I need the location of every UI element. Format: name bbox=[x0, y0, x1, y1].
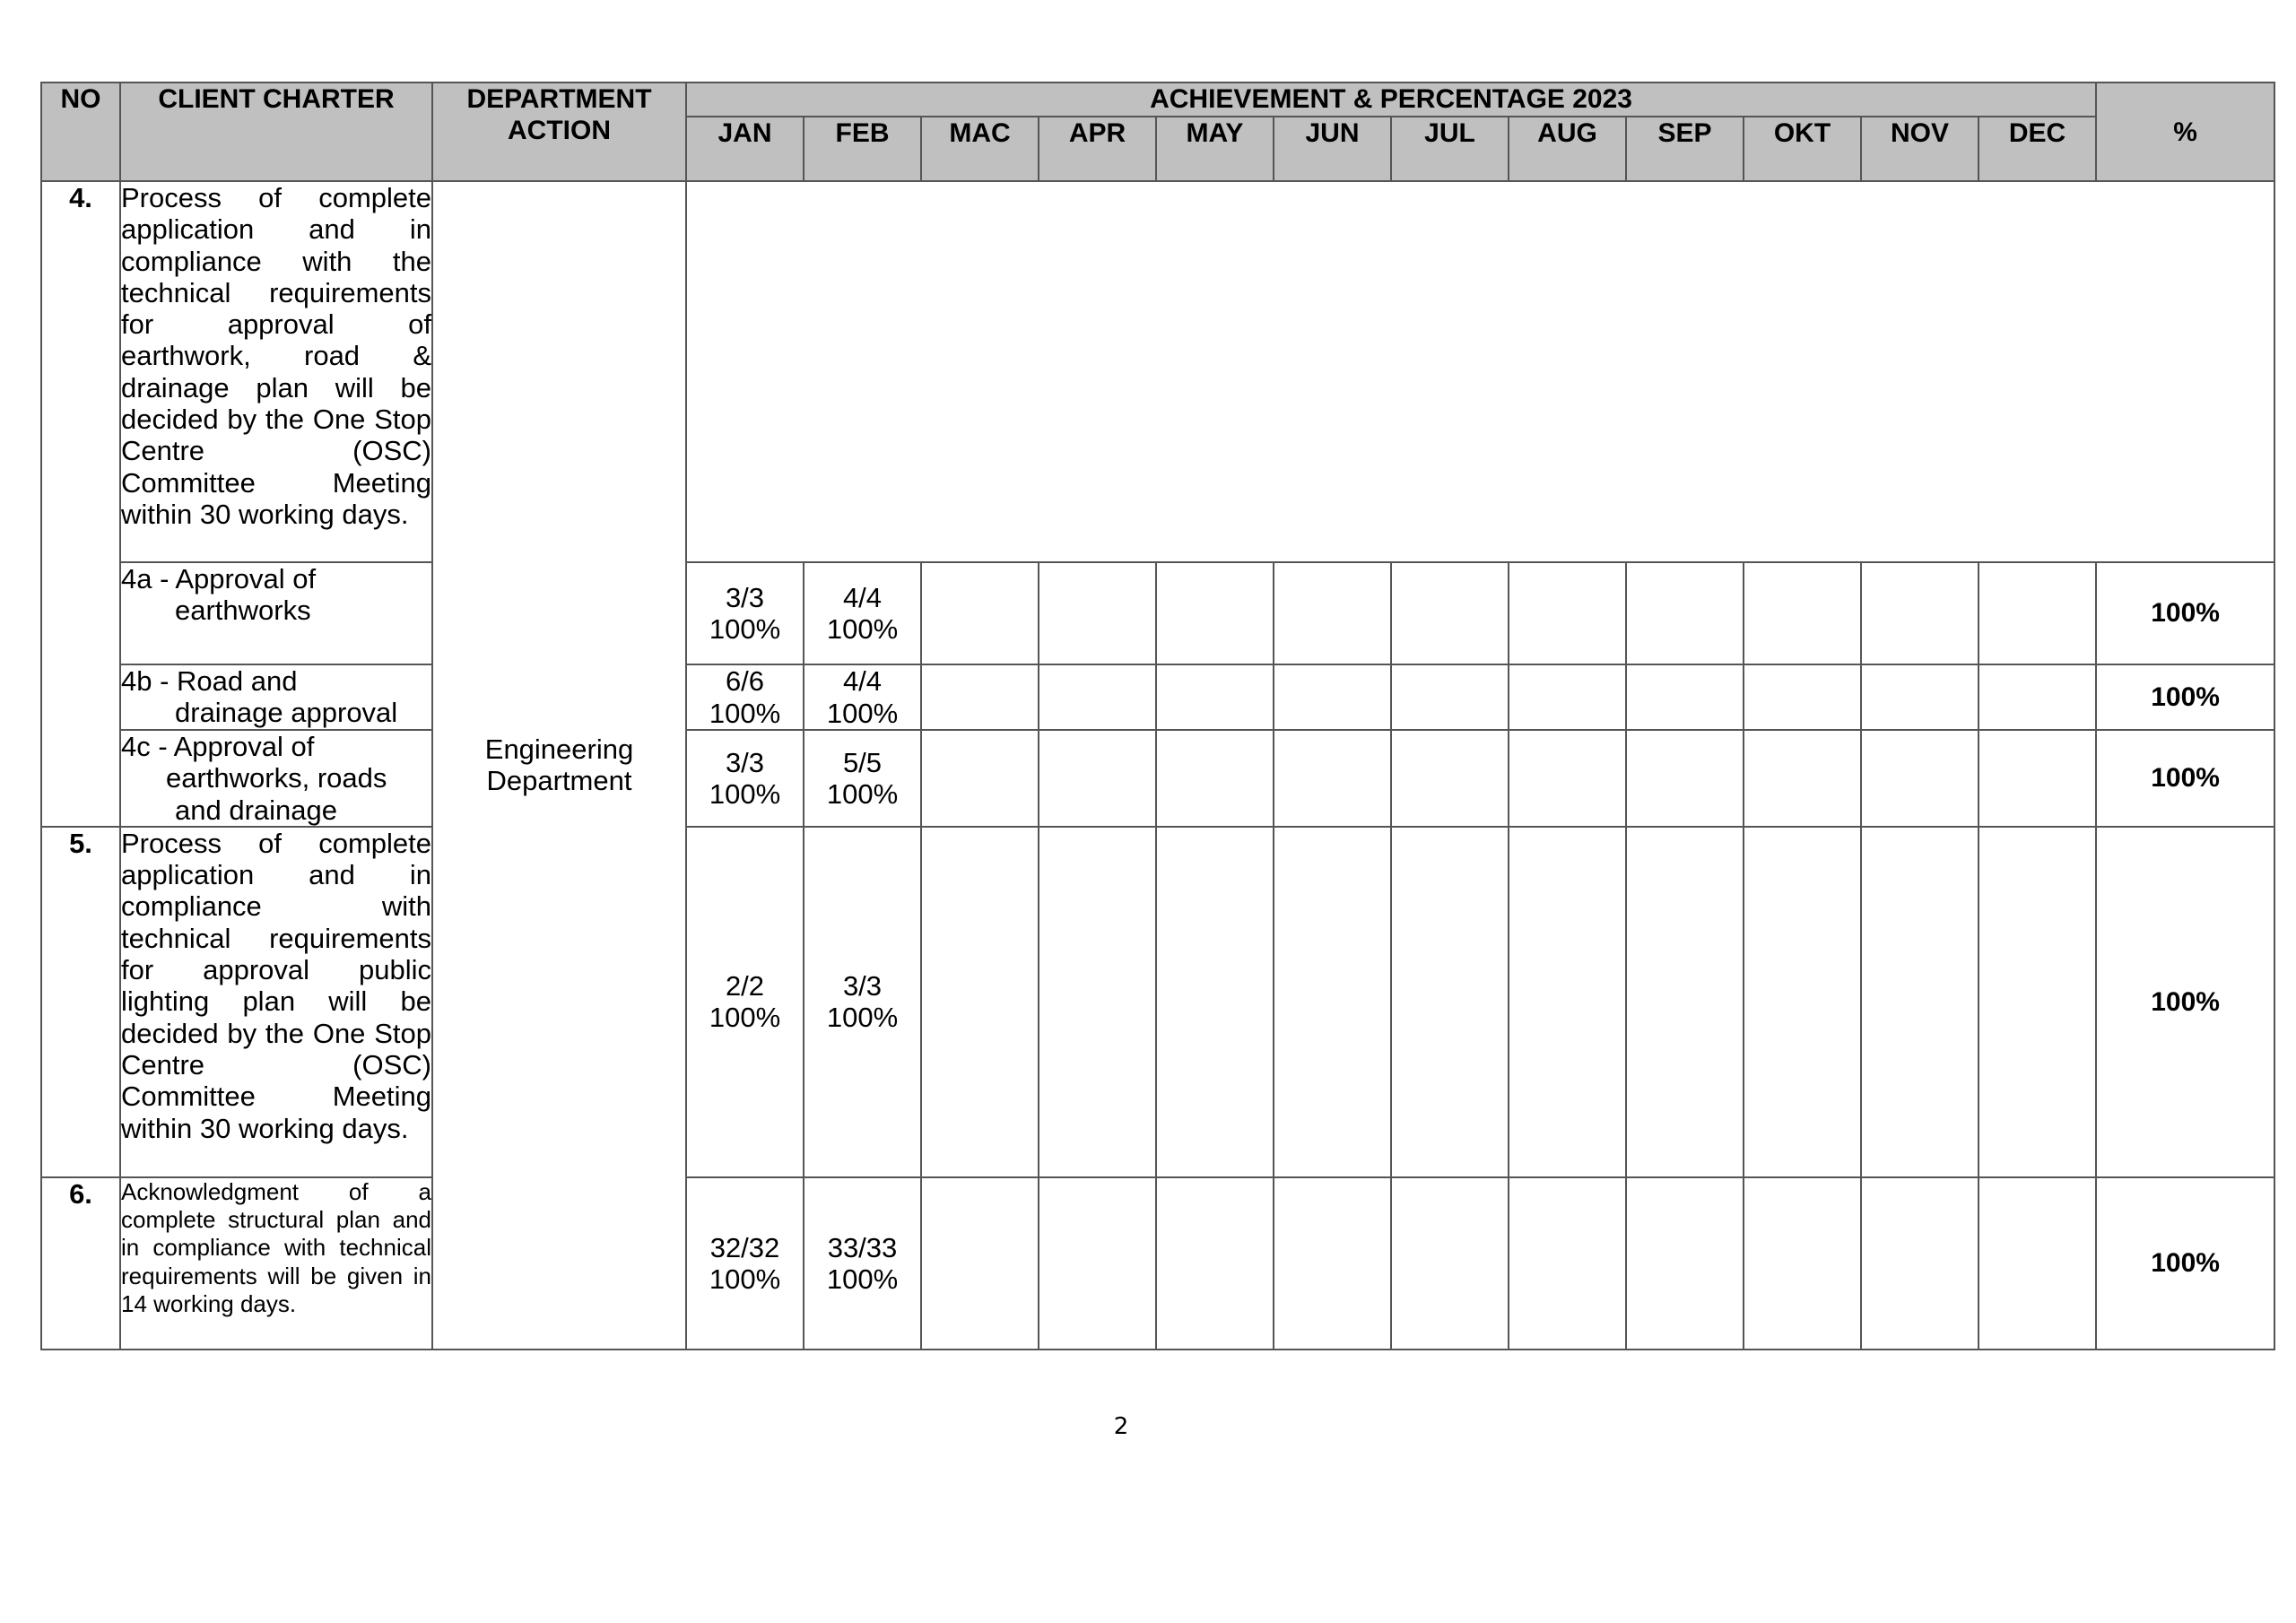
header-no: NO bbox=[41, 82, 120, 181]
empty-cell bbox=[1509, 827, 1626, 1177]
table-row bbox=[41, 1177, 2274, 1350]
empty-cell bbox=[1626, 730, 1744, 827]
empty-cell bbox=[1979, 664, 2096, 730]
empty-cell bbox=[1744, 664, 1861, 730]
empty-cell bbox=[1861, 730, 1979, 827]
table-row bbox=[41, 562, 2274, 664]
row-number: 5. bbox=[41, 827, 120, 1177]
empty-cell bbox=[1039, 730, 1156, 827]
empty-cell bbox=[921, 1177, 1039, 1350]
header-month-okt: OKT bbox=[1744, 117, 1861, 181]
empty-cell bbox=[1274, 1177, 1391, 1350]
percent-text: 100% bbox=[709, 697, 781, 729]
empty-cell bbox=[1509, 562, 1626, 664]
percent-text: 100% bbox=[826, 1002, 899, 1034]
sub-item-label-line: and drainage bbox=[175, 794, 337, 826]
empty-cell bbox=[1391, 730, 1509, 827]
empty-cell bbox=[1039, 664, 1156, 730]
header-client-charter: CLIENT CHARTER bbox=[120, 82, 432, 181]
feb-value bbox=[804, 827, 921, 1177]
percent-text: 100% bbox=[709, 1002, 781, 1034]
sub-item-label-line: 4a - Approval of bbox=[121, 563, 317, 595]
percent-text: 100% bbox=[709, 613, 781, 645]
empty-cell bbox=[921, 827, 1039, 1177]
empty-cell bbox=[1039, 827, 1156, 1177]
total-percent: 100% bbox=[2096, 1177, 2274, 1350]
total-percent: 100% bbox=[2096, 562, 2274, 664]
empty-cell bbox=[1744, 1177, 1861, 1350]
empty-cell bbox=[1274, 827, 1391, 1177]
jan-value bbox=[686, 664, 804, 730]
feb-value bbox=[804, 730, 921, 827]
percent-text: 100% bbox=[709, 777, 781, 810]
empty-cell bbox=[1039, 562, 1156, 664]
blank-cell bbox=[686, 181, 2274, 562]
table-row bbox=[41, 827, 2274, 1177]
table-row bbox=[41, 181, 2274, 562]
empty-cell bbox=[1391, 827, 1509, 1177]
feb-value bbox=[804, 1177, 921, 1350]
empty-cell bbox=[1626, 827, 1744, 1177]
ratio-text: 3/3 bbox=[842, 970, 883, 1002]
percent-text: 100% bbox=[826, 613, 899, 645]
header-month-jul: JUL bbox=[1391, 117, 1509, 181]
jan-value bbox=[686, 562, 804, 664]
empty-cell bbox=[1274, 730, 1391, 827]
sub-item-label bbox=[120, 730, 432, 827]
header-month-nov: NOV bbox=[1861, 117, 1979, 181]
charter-text: Process of complete application and in compliance with the technical requirements for approval of earthwork, road & drainage plan will be decided by the One Stop Centre (OSC) Committee Meeting within 30 working days. bbox=[120, 181, 432, 562]
client-charter-table bbox=[40, 82, 2275, 1350]
header-month-aug: AUG bbox=[1509, 117, 1626, 181]
ratio-text: 32/32 bbox=[709, 1231, 780, 1263]
header-month-dec: DEC bbox=[1979, 117, 2096, 181]
empty-cell bbox=[1626, 562, 1744, 664]
empty-cell bbox=[1156, 827, 1274, 1177]
empty-cell bbox=[1156, 1177, 1274, 1350]
empty-cell bbox=[1274, 562, 1391, 664]
charter-text: Process of complete application and in compliance with technical requirements for approval public lighting plan will be decided by the One Stop Centre (OSC) Committee Meeting within 30 working days. bbox=[120, 827, 432, 1177]
jan-value bbox=[686, 1177, 804, 1350]
empty-cell bbox=[1979, 827, 2096, 1177]
empty-cell bbox=[1979, 562, 2096, 664]
empty-cell bbox=[921, 562, 1039, 664]
sub-item-label-line: 4b - Road and bbox=[121, 665, 298, 697]
empty-cell bbox=[921, 664, 1039, 730]
header-month-may: MAY bbox=[1156, 117, 1274, 181]
header-month-feb: FEB bbox=[804, 117, 921, 181]
ratio-text: 4/4 bbox=[842, 581, 883, 613]
empty-cell bbox=[1274, 664, 1391, 730]
header-department-action: DEPARTMENT ACTION bbox=[432, 82, 686, 181]
ratio-text: 4/4 bbox=[842, 665, 883, 698]
empty-cell bbox=[1861, 827, 1979, 1177]
sub-item-label-line: earthworks bbox=[175, 595, 311, 627]
percent-text: 100% bbox=[826, 777, 899, 810]
table-row bbox=[41, 664, 2274, 730]
header-percent: % bbox=[2096, 82, 2274, 181]
ratio-text: 33/33 bbox=[827, 1231, 898, 1263]
empty-cell bbox=[1744, 827, 1861, 1177]
jan-value bbox=[686, 827, 804, 1177]
header-month-jan: JAN bbox=[686, 117, 804, 181]
empty-cell bbox=[1861, 562, 1979, 664]
empty-cell bbox=[1861, 664, 1979, 730]
sub-item-label bbox=[120, 664, 432, 730]
ratio-text: 2/2 bbox=[725, 970, 765, 1002]
empty-cell bbox=[1626, 664, 1744, 730]
empty-cell bbox=[1391, 562, 1509, 664]
total-percent: 100% bbox=[2096, 827, 2274, 1177]
empty-cell bbox=[1156, 562, 1274, 664]
total-percent: 100% bbox=[2096, 664, 2274, 730]
sub-item-label bbox=[120, 562, 432, 664]
jan-value bbox=[686, 730, 804, 827]
empty-cell bbox=[1039, 1177, 1156, 1350]
row-number: 4. bbox=[41, 181, 120, 827]
empty-cell bbox=[1509, 1177, 1626, 1350]
page-number: 2 bbox=[1113, 1413, 1129, 1440]
percent-text: 100% bbox=[709, 1263, 781, 1295]
table-row bbox=[41, 730, 2274, 827]
empty-cell bbox=[1391, 1177, 1509, 1350]
empty-cell bbox=[1156, 730, 1274, 827]
ratio-text: 3/3 bbox=[725, 746, 765, 778]
percent-text: 100% bbox=[826, 1263, 899, 1295]
charter-text: Acknowledgment of a complete structural plan and in compliance with technical requirements will be given in 14 working days. bbox=[120, 1177, 432, 1350]
ratio-text: 3/3 bbox=[725, 581, 765, 613]
empty-cell bbox=[921, 730, 1039, 827]
department-label: Engineering Department bbox=[484, 733, 634, 797]
sub-item-label-line: earthworks, roads bbox=[166, 762, 387, 794]
ratio-text: 5/5 bbox=[842, 746, 883, 778]
sub-item-label-line: 4c - Approval of bbox=[121, 731, 315, 762]
empty-cell bbox=[1979, 1177, 2096, 1350]
total-percent: 100% bbox=[2096, 730, 2274, 827]
header-month-mac: MAC bbox=[921, 117, 1039, 181]
empty-cell bbox=[1626, 1177, 1744, 1350]
sub-item-label-line: drainage approval bbox=[175, 697, 398, 729]
row-number: 6. bbox=[41, 1177, 120, 1350]
empty-cell bbox=[1509, 664, 1626, 730]
feb-value bbox=[804, 664, 921, 730]
header-achievement: ACHIEVEMENT & PERCENTAGE 2023 bbox=[686, 82, 2096, 117]
empty-cell bbox=[1391, 664, 1509, 730]
ratio-text: 6/6 bbox=[725, 665, 765, 698]
header-month-sep: SEP bbox=[1626, 117, 1744, 181]
empty-cell bbox=[1744, 730, 1861, 827]
empty-cell bbox=[1156, 664, 1274, 730]
empty-cell bbox=[1861, 1177, 1979, 1350]
header-month-jun: JUN bbox=[1274, 117, 1391, 181]
header-month-apr: APR bbox=[1039, 117, 1156, 181]
empty-cell bbox=[1979, 730, 2096, 827]
department-name bbox=[432, 181, 686, 1350]
empty-cell bbox=[1744, 562, 1861, 664]
percent-text: 100% bbox=[826, 697, 899, 729]
empty-cell bbox=[1509, 730, 1626, 827]
feb-value bbox=[804, 562, 921, 664]
